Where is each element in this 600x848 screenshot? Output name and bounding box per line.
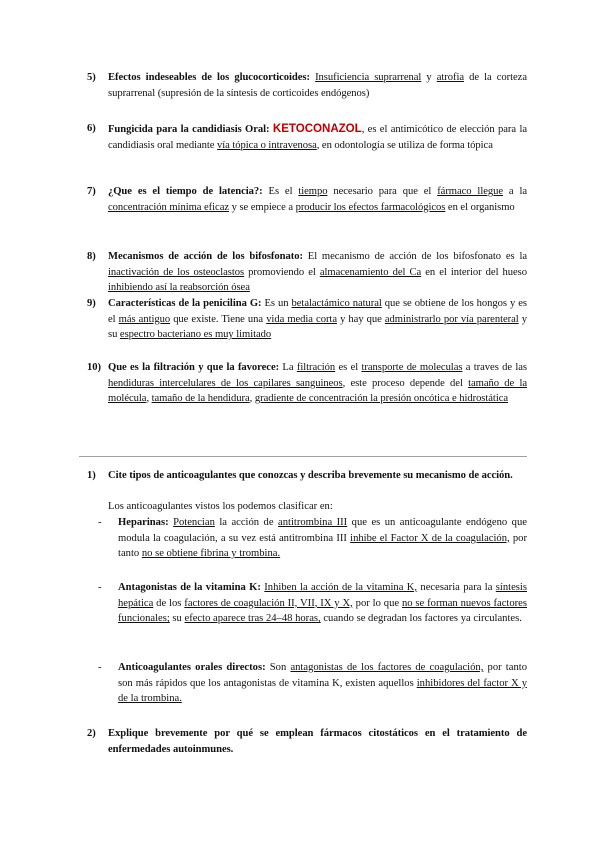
underlined-text: inhibe el Factor X de la coagulación, [350,532,510,544]
underlined-text: Potencian [173,517,215,528]
text: de los [153,597,185,609]
text: necesario para que el [327,186,438,197]
underlined-text: transporte de moleculas [361,362,463,373]
underlined-text: gradiente de concentración la presión oncótica e hidrostática [254,393,509,405]
text: la acción de [214,517,279,528]
section-question-1 [87,468,527,484]
section-question-2-number: 2) [87,728,96,739]
underlined-text: tiempo [298,186,328,197]
text: por tanto son más rápidos que los antagonistas de vitamina K, existen aquellos [118,662,527,689]
text: por lo que [352,597,402,609]
underlined-text: producir los efectos farmacológicos [295,201,446,213]
question-6 [87,121,527,153]
text: en el interior del hueso [421,266,528,278]
underlined-text: betalactámico natural [291,298,382,309]
text: de la corteza suprarrenal (supresión de la síntesis de corticoides endógenos) [108,72,527,99]
underlined-text: inhibidores del factor X y de la trombina. [118,677,527,705]
text: Es el [262,186,299,197]
underlined-text: inactivación de los osteoclastos [108,266,245,278]
underlined-text: filtración [296,362,336,373]
question-8 [87,249,527,296]
underlined-text: espectro bacteriano es muy limitado [119,329,272,341]
text: , [146,393,152,405]
question-10-title: Que es la filtración y que la favorece: [108,362,280,373]
vitamin-k-antagonists-title: Antagonistas de la vitamina K: [118,582,261,593]
text: , [249,393,255,405]
underlined-text: atrofia [436,72,465,83]
text: por tanto [118,532,527,560]
text: que existe. Tiene una [170,313,267,325]
question-7 [87,184,527,215]
heparins-title: Heparinas: [118,517,169,528]
text: y se empiece a [229,201,296,213]
underlined-text: administrarlo por vía parenteral [384,313,519,325]
bullet-dash: - [98,662,102,673]
question-8-title: Mecanismos de acción de los bifosfonato: [108,251,303,262]
text: que es un anticoagulante endógeno que modula la coagulación, a su vez está antitrombina III [118,517,527,544]
direct-oral-anticoagulants-title: Anticoagulantes orales directos: [118,662,266,673]
question-9-title: Características de la penicilina G: [108,298,262,309]
underlined-text: más antiguo [118,313,171,325]
text: Son [265,662,291,673]
direct-oral-anticoagulants-item [98,660,527,707]
section-question-1-title: Cite tipos de anticoagulantes que conozcas y describa brevemente su mecanismo de acción. [108,470,513,481]
section-divider [79,456,527,457]
text: , en odontología se utiliza de forma tópica [316,139,493,151]
question-10 [87,360,527,407]
underlined-text: hendiduras intercelulares de los capilares sanguineos [108,377,343,389]
underlined-text: efecto aparece tras 24–48 horas, [184,613,321,625]
text: su [169,613,185,625]
bullet-dash: - [98,517,102,528]
underlined-text: no se forman nuevos factores funcionales; [118,597,528,625]
question-10-number: 10) [87,362,101,373]
text: , es el antimicótico de elección para la candidiasis oral mediante [108,124,527,151]
vitamin-k-antagonists-item [98,580,528,627]
underlined-text: fármaco llegue [437,186,504,197]
underlined-text: síntesis hepática [118,582,527,609]
text: necesaria para la [417,582,496,593]
text: en el organismo [445,201,515,213]
underlined-text: no se obtiene fibrina y trombina. [141,548,281,560]
underlined-text: vida media corta [266,313,337,325]
text: y su [108,313,527,341]
underlined-text: factores de coagulación II, VII, IX y X, [184,597,353,609]
underlined-text: antagonistas de los factores de coagulación, [290,662,484,673]
text: Es un [261,298,292,309]
text: promoviendo el [244,266,320,278]
text: y hay que [336,313,385,325]
text: , este proceso depende del [342,377,469,389]
question-5-number: 5) [87,72,96,83]
text: a traves de las [462,362,527,373]
question-6-title: Fungicida para la candidiasis Oral: [108,124,270,135]
underlined-text: Insuficiencia suprarrenal [315,72,422,83]
underlined-text: almacenamiento del Ca [319,266,422,278]
section-question-2 [87,726,527,757]
text: a la [503,186,527,197]
underlined-text: vía tópica o intravenosa [217,139,317,151]
section-question-2-title: Explique brevemente por qué se emplean fármacos citostáticos en el tratamiento de enfermedades autoinmunes. [108,728,527,755]
text: La [279,362,297,373]
drug-name-highlight: KETOCONAZOL [272,122,362,135]
underlined-text: antitrombina III [278,517,348,528]
underlined-text: tamaño de la molécula [108,377,527,405]
question-7-title: ¿Que es el tiempo de latencia?: [108,186,263,197]
question-6-number: 6) [87,123,96,134]
text: es el [335,362,362,373]
question-7-number: 7) [87,186,96,197]
underlined-text: concentración mínima eficaz [108,201,230,213]
underlined-text: tamaño de la hendidura [151,393,250,405]
question-5-title: Efectos indeseables de los glucocorticoides: [108,72,310,83]
text: El mecanismo de acción de los bifosfonato es la [302,251,527,262]
question-5 [87,70,527,101]
heparins-item [98,515,527,562]
question-9-number: 9) [87,298,96,309]
underlined-text: inhibiendo así la reabsorción ósea [108,282,250,294]
text: y [421,72,437,83]
question-8-number: 8) [87,251,96,262]
text: cuando se degradan los factores ya circulantes. [320,613,522,625]
text: que se obtiene de los hongos y es el [108,298,527,325]
anticoagulants-intro: Los anticoagulantes vistos los podemos clasificar en: [108,501,333,512]
bullet-dash: - [98,582,102,593]
underlined-text: Inhiben la acción de la vitamina K, [264,582,418,593]
question-9 [87,296,527,343]
section-question-1-number: 1) [87,470,96,481]
